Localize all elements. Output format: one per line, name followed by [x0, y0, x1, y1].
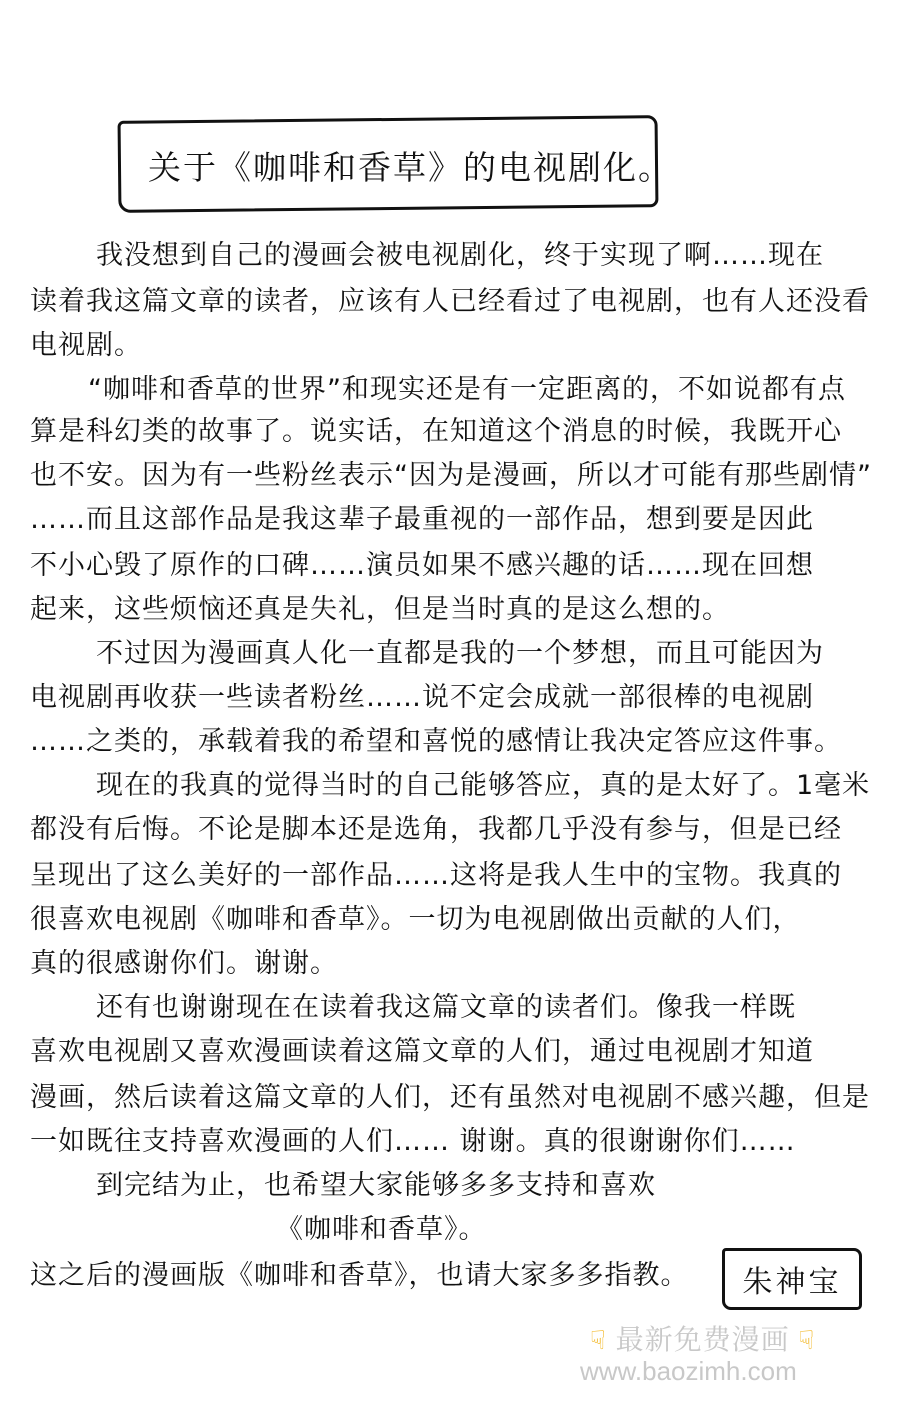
watermark-text: 最新免费漫画 [615, 1324, 790, 1355]
text-line: 起来，这些烦恼还真是失礼，但是当时真的是这么想的。 [30, 594, 730, 625]
text-line: “咖啡和香草的世界”和现实还是有一定距离的，不如说都有点 [88, 374, 846, 405]
text-line: 《咖啡和香草》。 [276, 1214, 487, 1245]
text-line: 我没想到自己的漫画会被电视剧化，终于实现了啊……现在 [96, 240, 824, 271]
text-line: 不小心毁了原作的口碑……演员如果不感兴趣的话……现在回想 [30, 550, 814, 581]
watermark [580, 1318, 880, 1398]
text-line: 真的很感谢你们。谢谢。 [30, 948, 338, 979]
text-line: 一如既往支持喜欢漫画的人们…… 谢谢。真的很谢谢你们…… [30, 1126, 796, 1157]
text-line: 这之后的漫画版《咖啡和香草》，也请大家多多指教。 [30, 1260, 689, 1291]
text-line: 电视剧再收获一些读者粉丝……说不定会成就一部很棒的电视剧 [30, 682, 814, 713]
watermark-url: www.baozimh.com [580, 1356, 797, 1386]
text-line: 还有也谢谢现在在读着我这篇文章的读者们。像我一样既 [96, 992, 796, 1023]
text-line: 电视剧。 [30, 330, 142, 361]
author-signature: 朱神宝 [722, 1248, 862, 1310]
text-line: 喜欢电视剧又喜欢漫画读着这篇文章的人们，通过电视剧才知道 [30, 1036, 814, 1067]
text-line: 算是科幻类的故事了。说实话，在知道这个消息的时候，我既开心 [30, 416, 842, 447]
text-line: 现在的我真的觉得当时的自己能够答应，真的是太好了。1毫米 [96, 770, 871, 801]
text-line: 呈现出了这么美好的一部作品……这将是我人生中的宝物。我真的 [30, 860, 842, 891]
text-line: 读着我这篇文章的读者，应该有人已经看过了电视剧，也有人还没看 [30, 286, 870, 317]
pointing-down-hand-icon: ☟ [798, 1325, 816, 1355]
text-line: ……而且这部作品是我这辈子最重视的一部作品，想到要是因此 [30, 504, 814, 535]
text-line: 很喜欢电视剧《咖啡和香草》。一切为电视剧做出贡献的人们， [30, 904, 801, 935]
text-line: 漫画，然后读着这篇文章的人们，还有虽然对电视剧不感兴趣，但是 [30, 1082, 870, 1113]
text-line: 也不安。因为有一些粉丝表示“因为是漫画，所以才可能有那些剧情” [30, 460, 872, 491]
page-title: 关于《咖啡和香草》的电视剧化。 [148, 148, 673, 187]
text-line: 都没有后悔。不论是脚本还是选角，我都几乎没有参与，但是已经 [30, 814, 842, 845]
watermark-title [590, 1318, 815, 1358]
text-line: 到完结为止，也希望大家能够多多支持和喜欢 [96, 1170, 656, 1201]
pointing-down-hand-icon: ☟ [590, 1325, 607, 1355]
text-line: 不过因为漫画真人化一直都是我的一个梦想，而且可能因为 [96, 638, 824, 669]
text-line: ……之类的，承载着我的希望和喜悦的感情让我决定答应这件事。 [30, 726, 842, 757]
